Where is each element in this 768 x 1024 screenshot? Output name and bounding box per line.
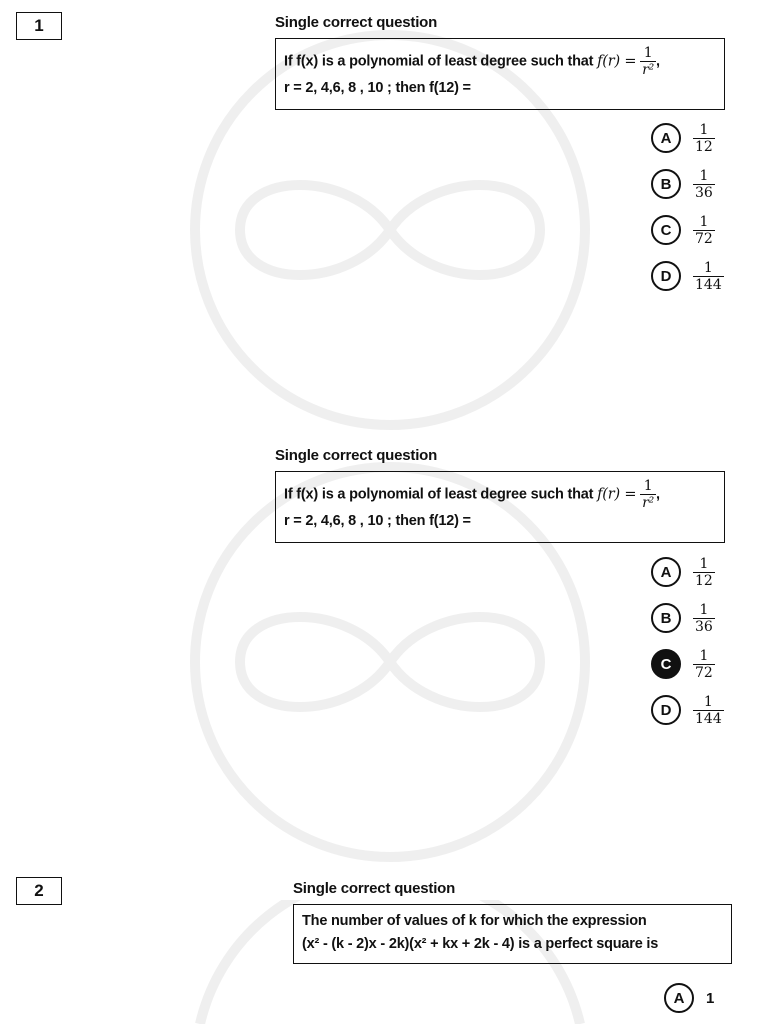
question-type-label: Single correct question	[293, 880, 456, 897]
option-d-value: $\frac{1}{144}$	[695, 259, 722, 293]
question-type-label: Single correct question	[275, 447, 438, 464]
option-b-bubble[interactable]: B	[651, 603, 681, 633]
option-a-value: $\frac{1}{12}$	[695, 555, 713, 589]
question-text-box	[293, 904, 732, 964]
option-d-bubble[interactable]: D	[651, 261, 681, 291]
option-c-selected[interactable]	[651, 644, 715, 684]
option-c-bubble[interactable]: C	[651, 215, 681, 245]
option-a-bubble[interactable]: A	[651, 123, 681, 153]
question-text-line2: r = 2, 4,6, 8 , 10 ; then f(12) =	[284, 513, 471, 529]
question-number-badge: 2	[16, 877, 62, 905]
option-a[interactable]	[664, 978, 714, 1018]
option-d[interactable]	[651, 690, 724, 730]
option-c-bubble-selected[interactable]: C	[651, 649, 681, 679]
option-b[interactable]	[651, 598, 715, 638]
question-math: f(r) =	[597, 486, 637, 503]
question-text-box: If f(x) is a polynomial of least degree such that f(r) = $\frac{1}{\text{r²}}$ , r = 2, 4,6, 8 , 10 ; then f(12) =	[275, 471, 725, 543]
question-text-line2: r = 2, 4,6, 8 , 10 ; then f(12) =	[284, 80, 471, 96]
option-d-bubble[interactable]: D	[651, 695, 681, 725]
question-math: f(r) =	[597, 53, 637, 70]
option-c-value: $\frac{1}{72}$	[695, 647, 713, 681]
option-b-value: $\frac{1}{36}$	[695, 167, 713, 201]
question-fraction: $\frac{1}{\text{r²}}$	[642, 478, 655, 511]
option-a-value: $\frac{1}{12}$	[695, 121, 713, 155]
option-c-value: $\frac{1}{72}$	[695, 213, 713, 247]
question-number-badge: 1	[16, 12, 62, 40]
option-a[interactable]	[651, 118, 715, 158]
question-text: If f(x) is a polynomial of least degree such that	[284, 53, 594, 70]
question-text-line2: (x² - (k - 2)x - 2k)(x² + kx + 2k - 4) is a perfect square is	[302, 936, 659, 952]
option-b-bubble[interactable]: B	[651, 169, 681, 199]
question-text: If f(x) is a polynomial of least degree such that	[284, 486, 594, 503]
question-text-box: If f(x) is a polynomial of least degree such that f(r) = $\frac{1}{\text{r²}}$ , r = 2, 4,6, 8 , 10 ; then f(12) =	[275, 38, 725, 110]
option-b-value: $\frac{1}{36}$	[695, 601, 713, 635]
question-fraction: $\frac{1}{\text{r²}}$	[642, 45, 655, 78]
option-a-value: 1	[706, 989, 715, 1007]
option-b[interactable]	[651, 164, 715, 204]
option-a-bubble[interactable]: A	[664, 983, 694, 1013]
option-d-value: $\frac{1}{144}$	[695, 693, 722, 727]
question-type-label: Single correct question	[275, 14, 438, 31]
option-a-bubble[interactable]: A	[651, 557, 681, 587]
option-a[interactable]	[651, 552, 715, 592]
option-d[interactable]	[651, 256, 724, 296]
option-c[interactable]	[651, 210, 715, 250]
question-text: The number of values of k for which the expression	[302, 913, 647, 929]
